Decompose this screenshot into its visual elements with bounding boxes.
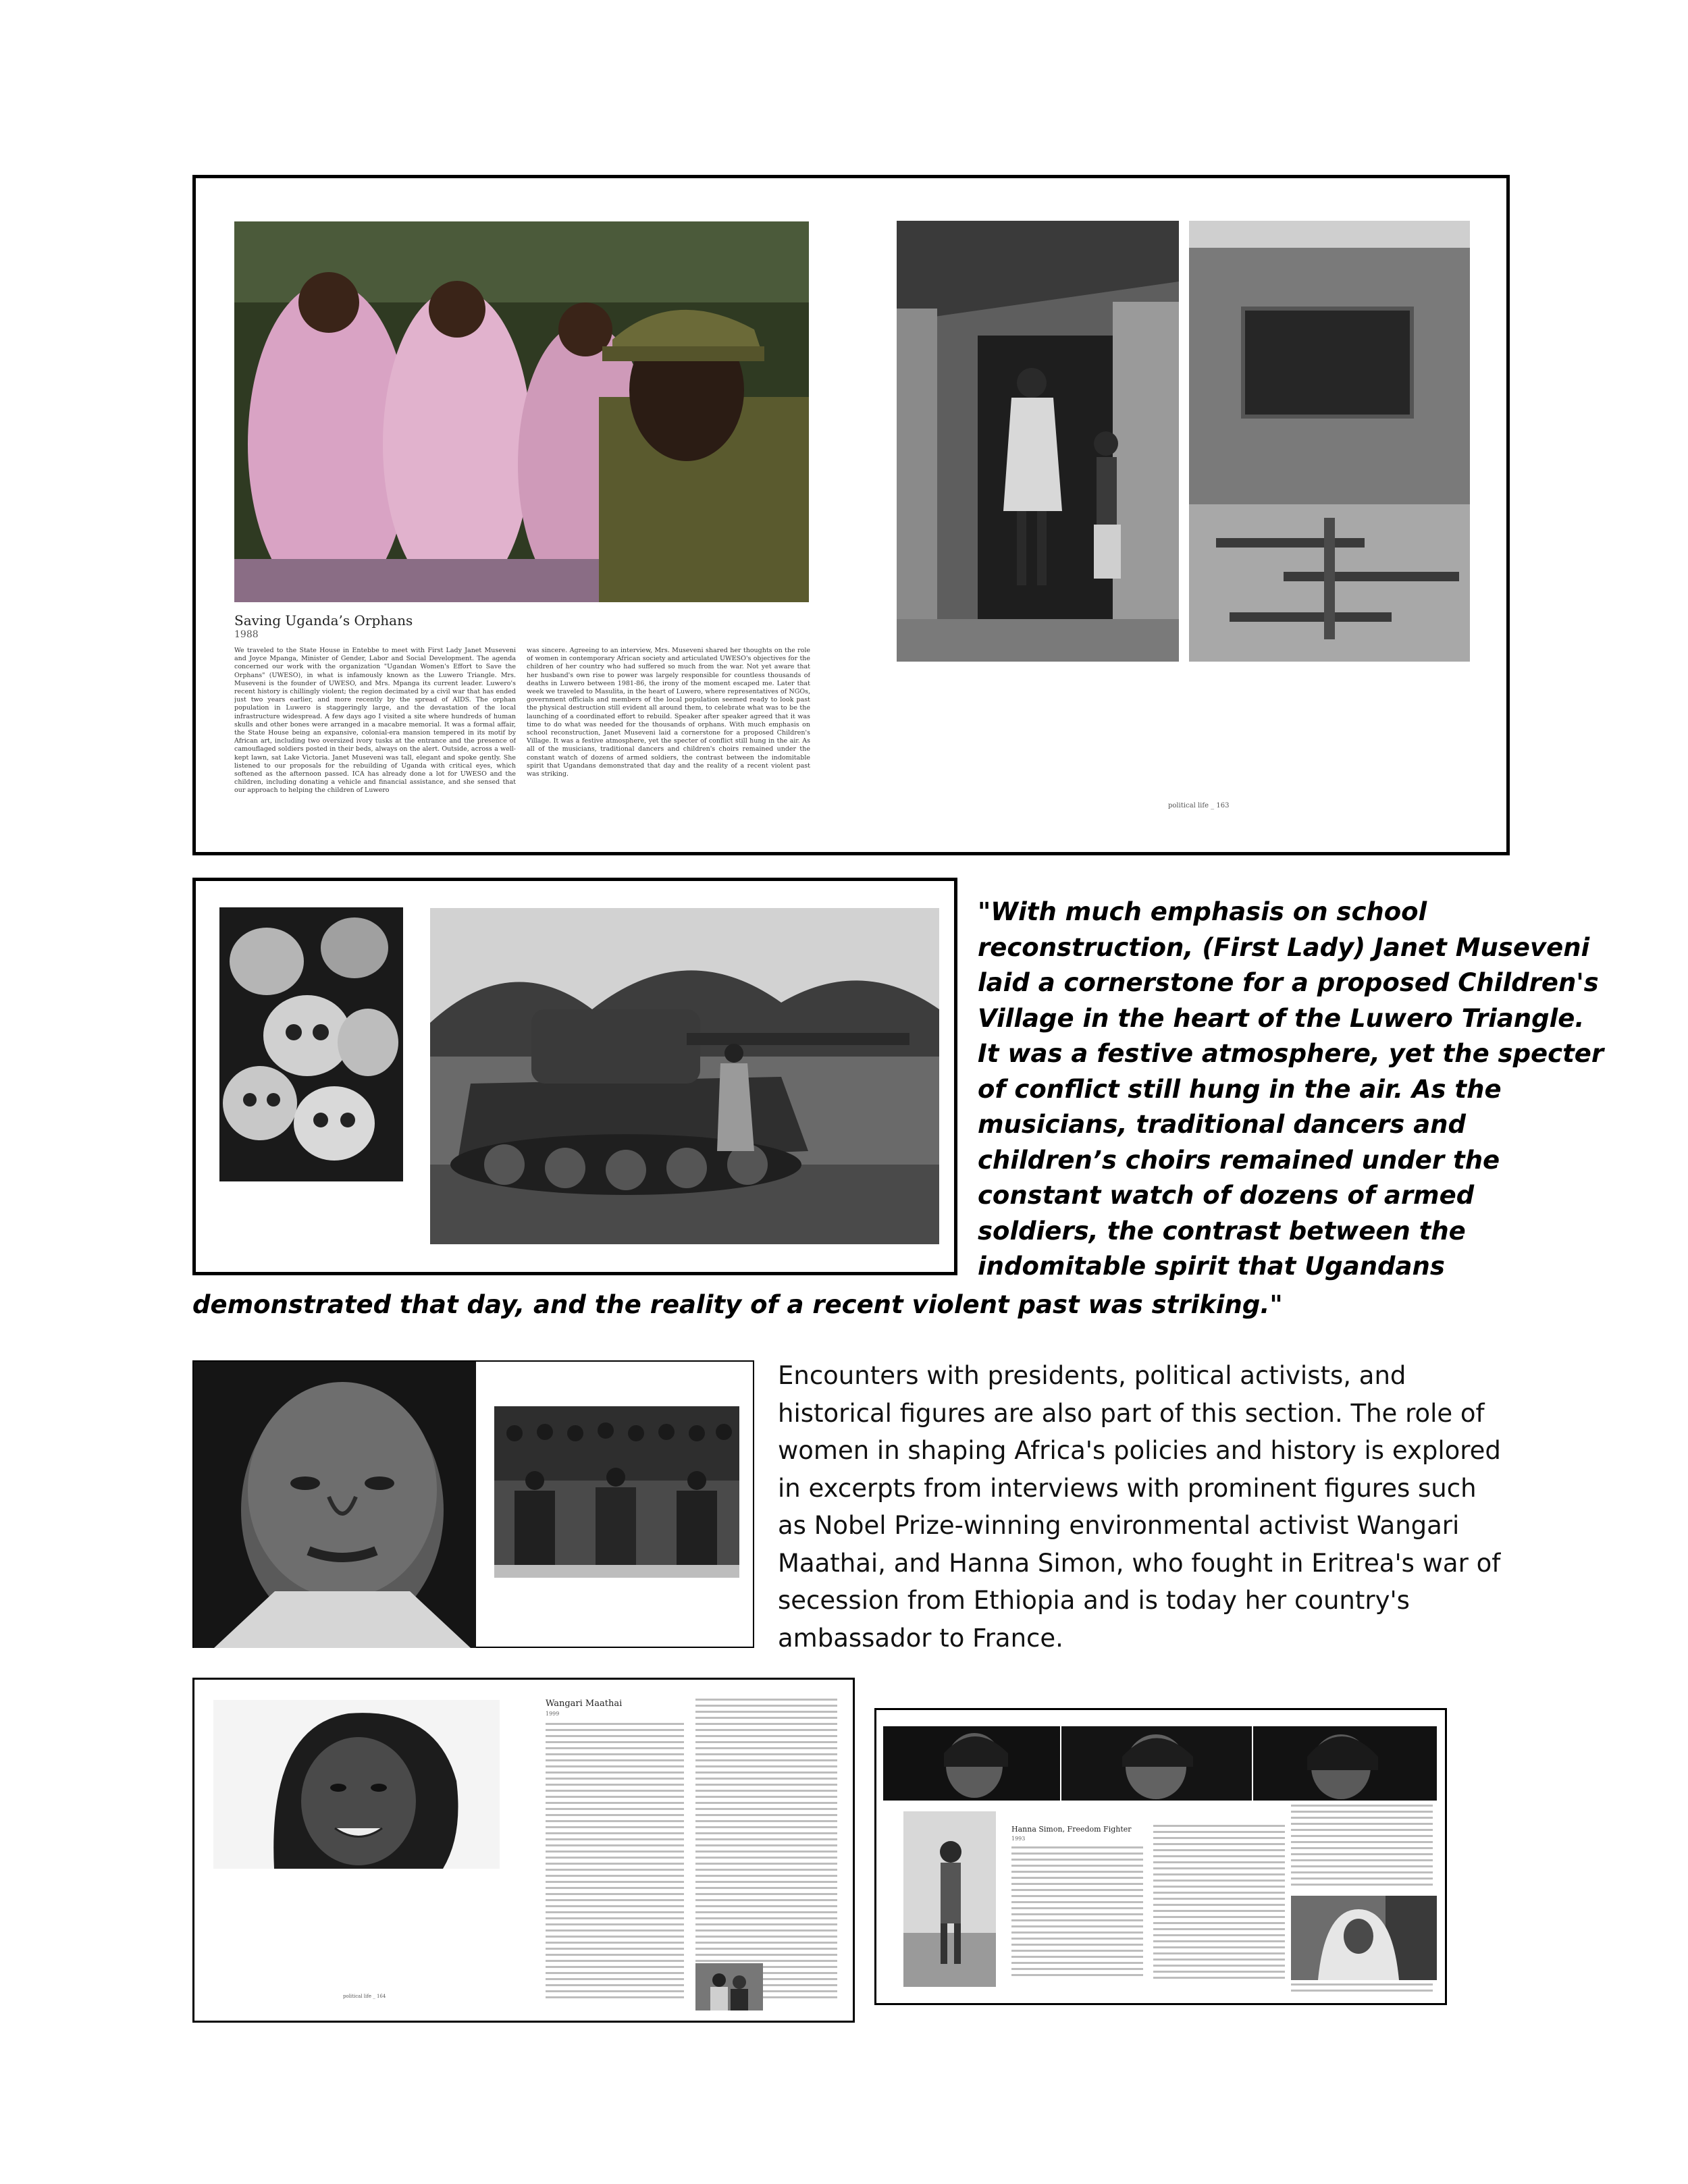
- section-intro-paragraph: [778, 1357, 1501, 1657]
- photo-freedom-fighter-field: [903, 1811, 996, 1987]
- pull-quote-line: reconstruction, (First Lady) Janet Museveni: [978, 932, 1590, 962]
- pull-quote-line: musicians, traditional dancers and: [978, 1110, 1466, 1139]
- paragraph-line: secession from Ethiopia and is today her country's: [778, 1586, 1410, 1615]
- spread-skulls-tank: [192, 878, 957, 1275]
- paragraph-line: historical figures are also part of this section. The role of: [778, 1398, 1485, 1428]
- spread-title: Hanna Simon, Freedom Fighter: [1011, 1825, 1132, 1834]
- spread-presidents: [192, 1360, 754, 1648]
- paragraph-line: ambassador to France.: [778, 1623, 1063, 1653]
- photo-wangari-maathai: [213, 1700, 500, 1869]
- spread-wangari-maathai: [192, 1678, 855, 2023]
- page-folio: political life _ 163: [1168, 802, 1230, 809]
- pull-quote-line: Village in the heart of the Luwero Triangle.: [978, 1003, 1585, 1033]
- photo-maathai-small: [695, 1963, 763, 2010]
- pull-quote-line: indomitable spirit that Ugandans: [978, 1252, 1445, 1281]
- text-column: [546, 1723, 684, 2002]
- spread-hanna-simon: [874, 1708, 1447, 2005]
- pull-quote-line: soldiers, the contrast between the: [978, 1216, 1466, 1246]
- pull-quote-line: "With much emphasis on school: [978, 897, 1427, 926]
- page-folio: political life _ 164: [343, 1994, 386, 1999]
- spread-title: Saving Uganda’s Orphans: [234, 612, 413, 629]
- spread-text-column-1: We traveled to the State House in Entebbe to meet with First Lady Janet Museveni and Joyce Mpanga, Minister of Gender, Labor and Social Development. The agenda concerned our work with the organization "Ugandan Women's Effort to Save the Orphans" (UWESO), in what is infamously known as the Luwero Triangle. Mrs. Museveni is the founder of UWESO, and Mrs. Mpanga its current leader. Luwero's recent history is chillingly violent; the region decimated by a civil war that has ended just two years earlier, and more recently by the spread of AIDS. The orphan population in Luwero is staggeringly large, and the devastation of the local infrastructure widespread. A few days ago I visited a site where hundreds of human skulls and other bones were arranged in a macabre memorial. It was a formal affair, the State House being an expansive, colonial-era mansion tempered in its motif by African art, including two oversized ivory tusks at the entrance and the presence of camouflaged soldiers posted in their beds, always on the alert. Outside, across a well-kept lawn, sat Lake Victoria. Janet Museveni was tall, elegant and spoke gently. She listened to our proposals for the rebuilding of Uganda with critical eyes, which softened as the afternoon passed. ICA has already done a lot for UWESO and the children, including donating a vehicle and financial assistance, and she sensed that our approach to helping the children of Luwero: [234, 647, 516, 795]
- paragraph-line: as Nobel Prize-winning environmental activist Wangari: [778, 1511, 1460, 1540]
- paragraph-line: Encounters with presidents, political activists, and: [778, 1361, 1406, 1390]
- pull-quote-line: It was a festive atmosphere, yet the specter: [978, 1039, 1604, 1068]
- photo-hanna-simon-1: [883, 1726, 1060, 1801]
- spread-title: Wangari Maathai: [546, 1699, 623, 1709]
- photo-dancers-boy-soldier: [234, 221, 809, 602]
- photo-delegation-group: [494, 1406, 739, 1578]
- pull-quote: [978, 895, 1604, 1285]
- pull-quote-line: laid a cornerstone for a proposed Children's: [978, 968, 1599, 997]
- photo-skulls: [219, 907, 403, 1181]
- spread-year: 1988: [234, 629, 259, 640]
- photo-hanna-simon-3: [1253, 1726, 1437, 1801]
- text-column: [1011, 1846, 1143, 1980]
- photo-museveni-portrait: [194, 1362, 476, 1648]
- paragraph-line: women in shaping Africa's policies and history is explored: [778, 1436, 1501, 1465]
- text-column: [1291, 1983, 1433, 1996]
- photo-hanna-simon-veiled: [1291, 1896, 1437, 1980]
- photo-abandoned-tank: [430, 908, 939, 1244]
- pull-quote-line: of conflict still hung in the air. As the: [978, 1074, 1502, 1104]
- photo-hanna-simon-2: [1061, 1726, 1252, 1801]
- text-column: [1153, 1825, 1285, 1983]
- text-column: [695, 1699, 837, 2002]
- paragraph-line: in excerpts from interviews with prominent figures such: [778, 1473, 1477, 1503]
- spread-year: 1993: [1011, 1836, 1026, 1842]
- photo-ruined-classroom: [1189, 221, 1470, 662]
- pull-quote-line: constant watch of dozens of armed: [978, 1181, 1475, 1210]
- spread-text-column-2: was sincere. Agreeing to an interview, Mrs. Museveni shared her thoughts on the role of women in contemporary African society and articulated UWESO's objectives for the children of her country who had suffered so much from the war. Not yet aware that her husband's own rise to power was largely responsible for countless thousands of deaths in Luwero between 1981-86, the irony of the moment escaped me. Later that week we traveled to Masulita, in the heart of Luwero, where representatives of NGOs, government officials and members of the local population seemed ready to look past the physical destruction still evident all around them, to celebrate what was to be the launching of a coordinated effort to rebuild. Speaker after speaker agreed that it was time to do what was needed for the thousands of orphans. With much emphasis on school reconstruction, Janet Museveni laid a cornerstone for a proposed Children's Village. It was a festive atmosphere, yet the specter of conflict still hung in the air. As all of the musicians, traditional dancers and children's choirs remained under the constant watch of dozens of armed soldiers, the contrast between the indomitable spirit that Ugandans demonstrated that day and the reality of a recent violent past was striking.: [527, 647, 810, 778]
- pull-quote-last-line: demonstrated that day, and the reality of a recent violent past was striking.": [192, 1290, 1283, 1319]
- photo-doorway-children: [897, 221, 1179, 662]
- pull-quote-line: children’s choirs remained under the: [978, 1145, 1500, 1175]
- text-column: [1291, 1805, 1433, 1890]
- spread-orphans: [192, 175, 1510, 855]
- paragraph-line: Maathai, and Hanna Simon, who fought in Eritrea's war of: [778, 1548, 1501, 1578]
- spread-year: 1999: [546, 1711, 560, 1717]
